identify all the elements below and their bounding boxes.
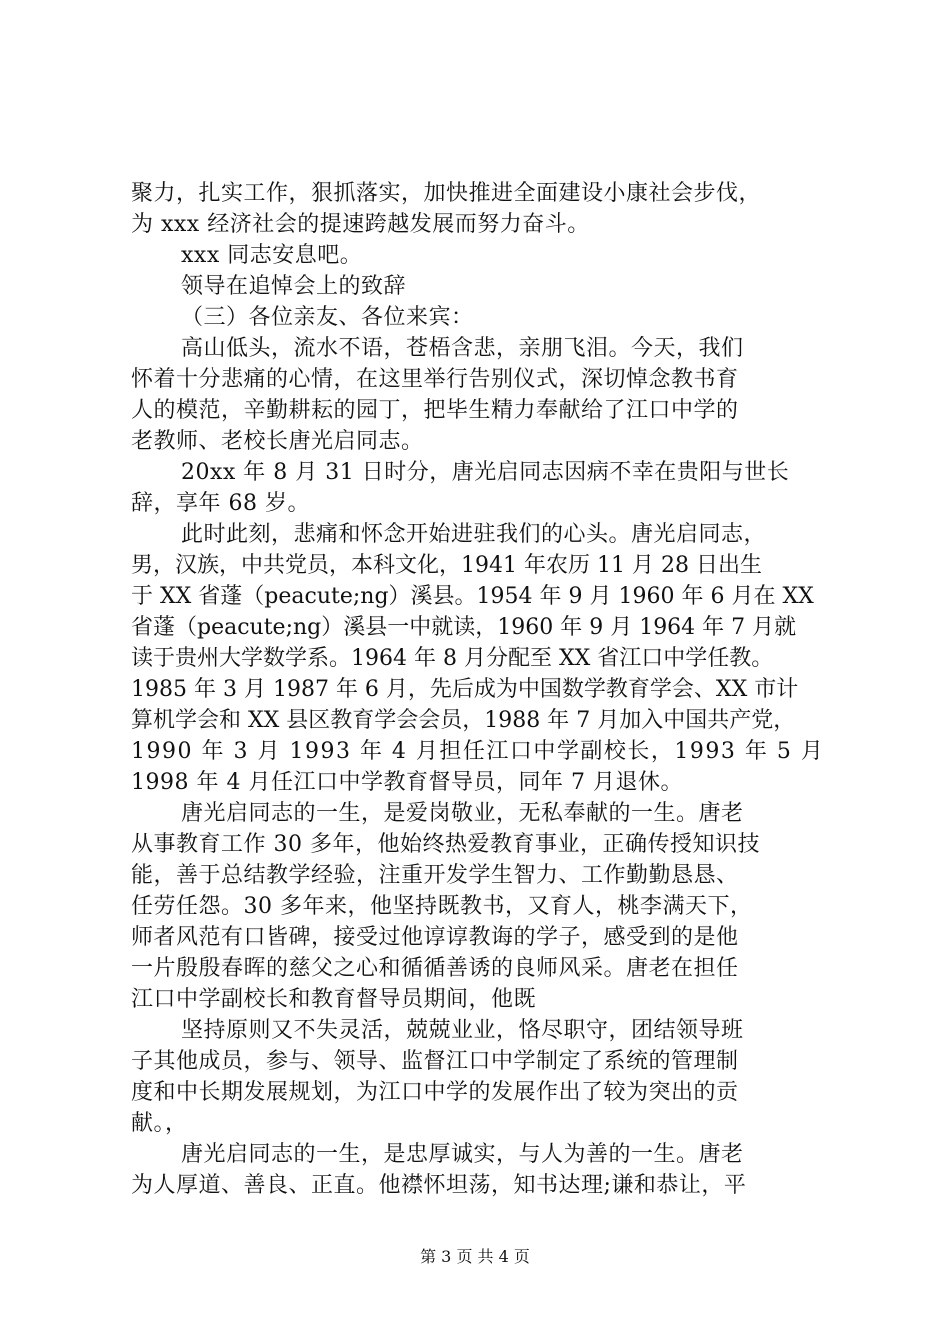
text-line: 老教师、老校长唐光启同志。: [131, 429, 424, 454]
text-line: 为人厚道、善良、正直。他襟怀坦荡，知书达理;谦和恭让，平: [131, 1173, 747, 1198]
text-line: 任劳任怨。30 多年来，他坚持既教书，又育人，桃李满天下，: [131, 894, 753, 919]
text-line: 为 xxx 经济社会的提速跨越发展而努力奋斗。: [131, 212, 590, 237]
text-line: 辞，享年 68 岁。: [131, 491, 310, 516]
text-line: 于 XX 省蓬（peacute;ng）溪县。1954 年 9 月 1960 年 6 月在 XX: [131, 584, 814, 609]
section-heading: 领导在追悼会上的致辞: [181, 274, 407, 299]
text-line: 此时此刻，悲痛和怀念开始进驻我们的心头。唐光启同志，: [181, 522, 767, 547]
text-line: 坚持原则又不失灵活，兢兢业业，恪尽职守，团结领导班: [181, 1018, 744, 1043]
text-line: 江口中学副校长和教育督导员期间，他既: [131, 987, 537, 1012]
text-line: 唐光启同志的一生，是爱岗敬业，无私奉献的一生。唐老: [181, 801, 744, 826]
document-body: [131, 178, 831, 1201]
text-line: 1990 年 3 月 1993 年 4 月担任江口中学副校长，1993 年 5 月: [131, 739, 825, 764]
text-line: 献。，: [131, 1111, 188, 1136]
text-line: 师者风范有口皆碑，接受过他谆谆教诲的学子，感受到的是他: [131, 925, 739, 950]
text-line: 度和中长期发展规划，为江口中学的发展作出了较为突出的贡: [131, 1080, 739, 1105]
text-line: 省蓬（peacute;ng）溪县一中就读，1960 年 9 月 1964 年 7 月就: [131, 615, 797, 640]
text-line: 一片殷殷春晖的慈父之心和循循善诱的良师风采。唐老在担任: [131, 956, 739, 981]
text-line: 怀着十分悲痛的心情，在这里举行告别仪式，深切悼念教书育: [131, 367, 739, 392]
text-line: 算机学会和 XX 县区教育学会会员，1988 年 7 月加入中国共产党，: [131, 708, 796, 733]
text-line: 从事教育工作 30 多年，他始终热爱教育事业，正确传授知识技: [131, 832, 760, 857]
salutation-line: （三）各位亲友、各位来宾：: [181, 305, 474, 330]
text-line: 能，善于总结教学经验，注重开发学生智力、工作勤勤恳恳、: [131, 863, 739, 888]
text-line: 高山低头，流水不语，苍梧含悲，亲朋飞泪。今天，我们: [181, 336, 744, 361]
text-line: 读于贵州大学数学系。1964 年 8 月分配至 XX 省江口中学任教。: [131, 646, 774, 671]
text-line: 1998 年 4 月任江口中学教育督导员，同年 7 月退休。: [131, 770, 683, 795]
text-line: 人的模范，辛勤耕耘的园丁，把毕生精力奉献给了江口中学的: [131, 398, 739, 423]
text-line: 唐光启同志的一生，是忠厚诚实，与人为善的一生。唐老: [181, 1142, 744, 1167]
text-line: 1985 年 3 月 1987 年 6 月，先后成为中国数学教育学会、XX 市计: [131, 677, 799, 702]
page-number-footer: 第 3 页 共 4 页: [420, 1247, 530, 1266]
text-line: xxx 同志安息吧。: [181, 243, 363, 268]
text-line: 20xx 年 8 月 31 日时分，唐光启同志因病不幸在贵阳与世长: [181, 460, 790, 485]
text-line: 子其他成员，参与、领导、监督江口中学制定了系统的管理制: [131, 1049, 739, 1074]
text-line: 男，汉族，中共党员，本科文化，1941 年农历 11 月 28 日出生: [131, 553, 762, 578]
text-line: 聚力，扎实工作，狠抓落实，加快推进全面建设小康社会步伐，: [131, 181, 762, 206]
